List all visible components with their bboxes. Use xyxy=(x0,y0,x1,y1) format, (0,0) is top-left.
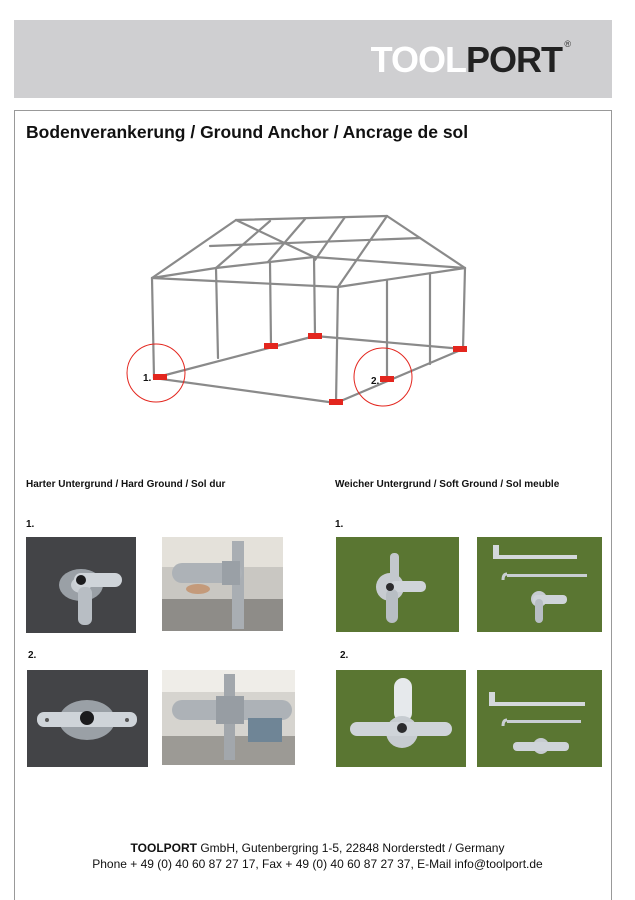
page-title: Bodenverankerung / Ground Anchor / Ancrage de sol xyxy=(26,122,469,142)
footer-address xyxy=(0,841,635,855)
hard-ground-anchor-photo-2 xyxy=(162,537,283,631)
header-bar xyxy=(14,20,612,98)
tent-frame-diagram xyxy=(120,205,480,420)
soft-ground-heading: Weicher Untergrund / Soft Ground / Sol meuble xyxy=(335,479,560,490)
callout-1: 1. xyxy=(143,373,152,384)
callout-2: 2. xyxy=(371,376,380,387)
hard-ground-heading: Harter Untergrund / Hard Ground / Sol dur xyxy=(26,479,226,490)
hard-ground-anchor-photo-1 xyxy=(26,537,136,633)
soft-step-2-label: 2. xyxy=(340,650,349,661)
soft-step-1-label: 1. xyxy=(335,519,344,530)
hard-step-2-label: 2. xyxy=(28,650,37,661)
logo-text-dark: PORT xyxy=(465,39,562,80)
footer-contact: Phone + 49 (0) 40 60 87 27 17, Fax + 49 (0) 40 60 87 27 37, E-Mail info@toolport.de xyxy=(92,857,543,871)
soft-ground-anchor-photo-2 xyxy=(336,670,466,767)
toolport-logo xyxy=(370,39,571,80)
footer-address-text: GmbH, Gutenbergring 1-5, 22848 Norderstedt / Germany xyxy=(196,841,505,855)
hard-step-1-label: 1. xyxy=(26,519,35,530)
logo-text-light: TOOL xyxy=(370,39,466,80)
soft-ground-anchor-photo-1 xyxy=(336,537,459,632)
soft-ground-stakes-photo-2 xyxy=(477,670,602,767)
footer-company: TOOLPORT xyxy=(130,841,197,855)
registered-mark: ® xyxy=(564,39,571,49)
hard-ground-anchor-photo-4 xyxy=(162,670,295,765)
hard-ground-anchor-photo-3 xyxy=(27,670,148,767)
soft-ground-stakes-photo-1 xyxy=(477,537,602,632)
